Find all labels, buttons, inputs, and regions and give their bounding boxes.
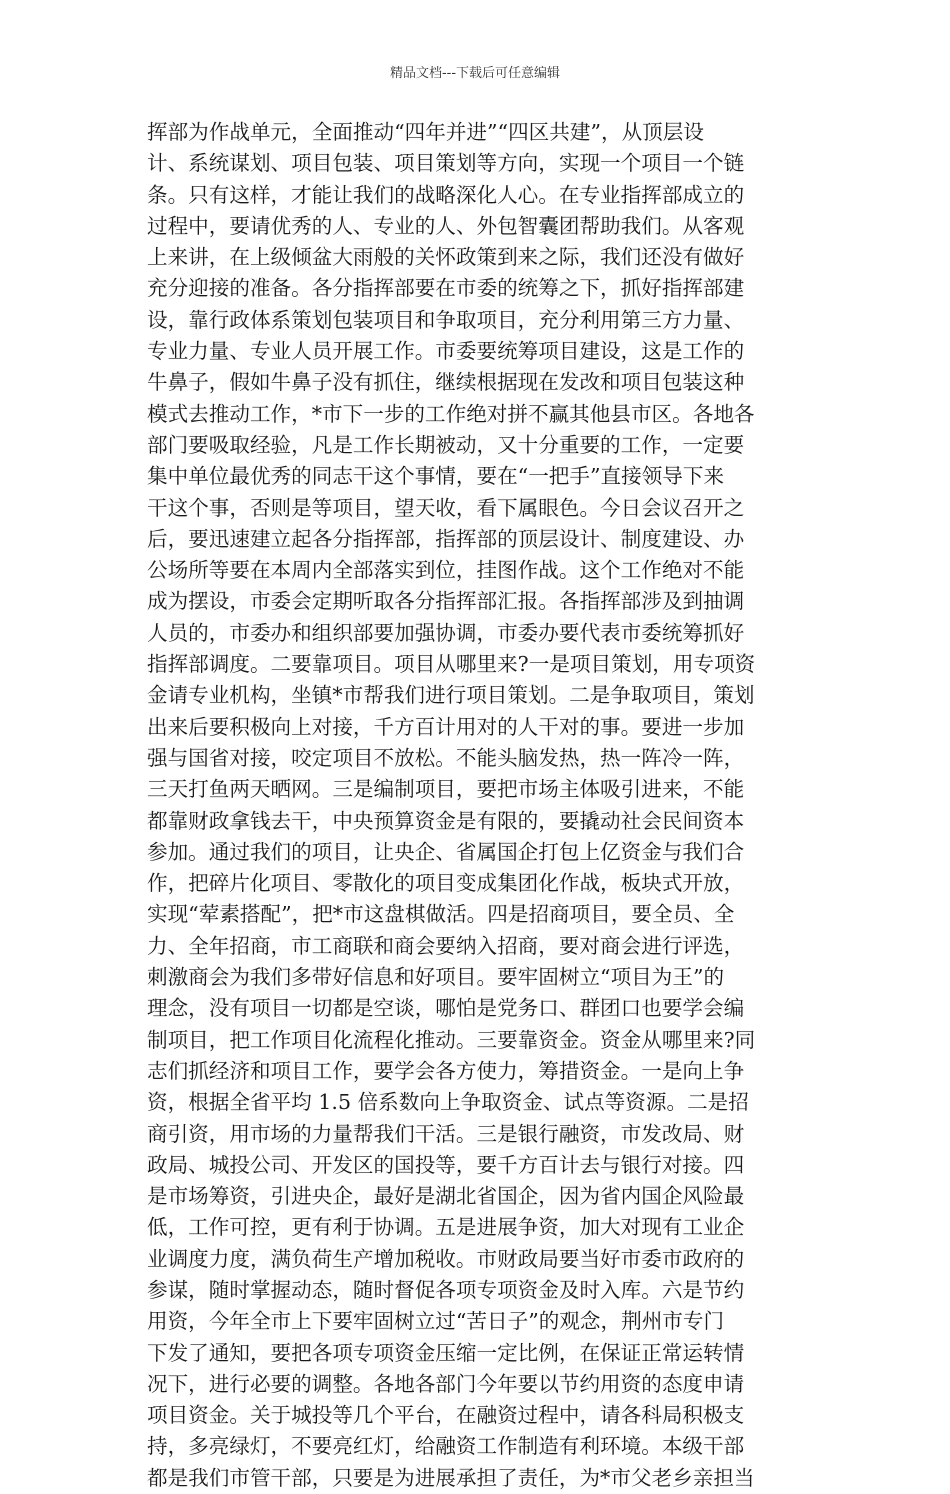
body-line: 志们抓经济和项目工作，要学会各方使力，筹措资金。一是向上争: [147, 1058, 745, 1083]
body-line: 上来讲，在上级倾盆大雨般的关怀政策到来之际，我们还没有做好: [147, 245, 745, 270]
body-line: 三天打鱼两天晒网。三是编制项目，要把市场主体吸引进来，不能: [147, 777, 745, 802]
body-line: 公场所等要在本周内全部落实到位，挂图作战。这个工作绝对不能: [147, 558, 745, 583]
body-line: 充分迎接的准备。各分指挥部要在市委的统筹之下，抓好指挥部建: [147, 276, 745, 301]
body-line: 商引资，用市场的力量帮我们干活。三是银行融资，市发改局、财: [147, 1121, 745, 1146]
body-line: 刺激商会为我们多带好信息和好项目。要牢固树立“项目为王”的: [147, 965, 725, 990]
body-line: 低，工作可控，更有利于协调。五是进展争资，加大对现有工业企: [147, 1215, 745, 1240]
body-line: 用资，今年全市上下要牢固树立过“苦日子”的观念，荆州市专门: [147, 1309, 725, 1334]
body-line: 都是我们市管干部，只要是为进展承担了责任，为*市父老乡亲担当: [147, 1465, 755, 1490]
body-line: 政局、城投公司、开发区的国投等，要千方百计去与银行对接。四: [147, 1152, 745, 1177]
body-line: 业调度力度，满负荷生产增加税收。市财政局要当好市委市政府的: [147, 1246, 745, 1271]
body-line: 力、全年招商，市工商联和商会要纳入招商，要对商会进行评选，: [147, 933, 745, 958]
body-line: 干这个事，否则是等项目，望天收，看下属眼色。今日会议召开之: [147, 495, 745, 520]
body-line: 人员的，市委办和组织部要加强协调，市委办要代表市委统筹抓好: [147, 620, 745, 645]
body-line: 实现“荤素搭配”，把*市这盘棋做活。四是招商项目，要全员、全: [147, 902, 735, 927]
body-line: 条。只有这样，才能让我们的战略深化人心。在专业指挥部成立的: [147, 182, 745, 207]
body-line: 是市场筹资，引进央企，最好是湖北省国企，因为省内国企风险最: [147, 1184, 745, 1209]
body-line: 参谋，随时掌握动态，随时督促各项专项资金及时入库。六是节约: [147, 1277, 745, 1302]
body-line: 模式去推动工作，*市下一步的工作绝对拼不赢其他县市区。各地各: [147, 401, 755, 426]
body-line: 都靠财政拿钱去干，中央预算资金是有限的，要撬动社会民间资本: [147, 808, 745, 833]
body-line: 过程中，要请优秀的人、专业的人、外包智囊团帮助我们。从客观: [147, 213, 745, 238]
body-line: 牛鼻子，假如牛鼻子没有抓住，继续根据现在发改和项目包装这种: [147, 370, 745, 395]
body-line: 项目资金。关于城投等几个平台，在融资过程中，请各科局积极支: [147, 1403, 745, 1428]
body-line: 持，多亮绿灯，不要亮红灯，给融资工作制造有利环境。本级干部: [147, 1434, 745, 1459]
document-body: [147, 117, 807, 1494]
page-header: 精品文档---下载后可任意编辑: [389, 66, 561, 81]
body-line: 集中单位最优秀的同志干这个事情，要在“一把手”直接领导下来: [147, 464, 725, 489]
body-line: 指挥部调度。二要靠项目。项目从哪里来?一是项目策划，用专项资: [147, 652, 756, 677]
body-line: 况下，进行必要的调整。各地各部门今年要以节约用资的态度申请: [147, 1371, 745, 1396]
body-line: 计、系统谋划、项目包装、项目策划等方向，实现一个项目一个链: [147, 151, 745, 176]
body-line: 理念，没有项目一切都是空谈，哪怕是党务口、群团口也要学会编: [147, 996, 745, 1021]
body-line: 作，把碎片化项目、零散化的项目变成集团化作战，板块式开放，: [147, 871, 745, 896]
body-line: 资，根据全省平均 1.5 倍系数向上争取资金、试点等资源。二是招: [147, 1090, 749, 1115]
body-line: 专业力量、专业人员开展工作。市委要统筹项目建设，这是工作的: [147, 339, 745, 364]
body-line: 制项目，把工作项目化流程化推动。三要靠资金。资金从哪里来?同: [147, 1027, 756, 1052]
body-line: 成为摆设，市委会定期听取各分指挥部汇报。各指挥部涉及到抽调: [147, 589, 745, 614]
body-line: 强与国省对接，咬定项目不放松。不能头脑发热，热一阵冷一阵，: [147, 745, 745, 770]
body-line: 部门要吸取经验，凡是工作长期被动，又十分重要的工作，一定要: [147, 432, 745, 457]
body-line: 下发了通知，要把各项专项资金压缩一定比例，在保证正常运转情: [147, 1340, 745, 1365]
body-line: 金请专业机构，坐镇*市帮我们进行项目策划。二是争取项目，策划: [147, 683, 755, 708]
body-line: 后，要迅速建立起各分指挥部，指挥部的顶层设计、制度建设、办: [147, 526, 745, 551]
body-line: 出来后要积极向上对接，千方百计用对的人干对的事。要进一步加: [147, 714, 745, 739]
body-line: 设，靠行政体系策划包装项目和争取项目，充分利用第三方力量、: [147, 307, 745, 332]
body-line: 挥部为作战单元，全面推动“四年并进”“四区共建”，从顶层设: [147, 120, 704, 144]
body-line: 参加。通过我们的项目，让央企、省属国企打包上亿资金与我们合: [147, 839, 745, 864]
